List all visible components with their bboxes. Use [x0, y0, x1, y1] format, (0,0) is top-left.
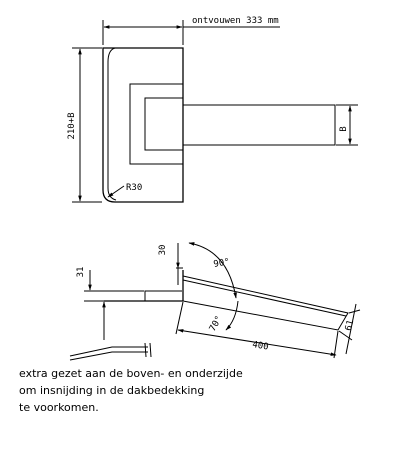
note-line-1: extra gezet aan de boven- en onderzijde [19, 367, 243, 380]
dim-height-label: 210+B [67, 112, 77, 140]
sloped-panel [183, 276, 348, 330]
angle-arc-70 [226, 301, 238, 330]
frame-inner [145, 98, 183, 150]
flap-block [145, 291, 182, 301]
frame-outer [130, 84, 183, 164]
bar [183, 105, 335, 145]
dim-30-label: 30 [158, 244, 168, 256]
note-text [19, 365, 349, 416]
radius-leader [108, 186, 124, 197]
dim-radius-label: R30 [126, 183, 143, 193]
dim-31-label: 31 [76, 266, 86, 278]
dim-unfolded-label: ontvouwen 333 mm [192, 16, 279, 26]
note-line-3: te voorkomen. [19, 401, 99, 414]
dim-b-label: B [339, 126, 349, 132]
dim-400-label: 400 [251, 340, 270, 353]
angle-70-label: 70° [207, 314, 225, 334]
angle-90-label: 90° [212, 257, 231, 270]
plate-inner-edge [108, 48, 116, 200]
note-line-2: om insnijding in de dakbedekking [19, 384, 205, 397]
plate-outline [103, 48, 183, 202]
dim-61-label: 61 [343, 318, 357, 333]
top-view [72, 20, 358, 202]
